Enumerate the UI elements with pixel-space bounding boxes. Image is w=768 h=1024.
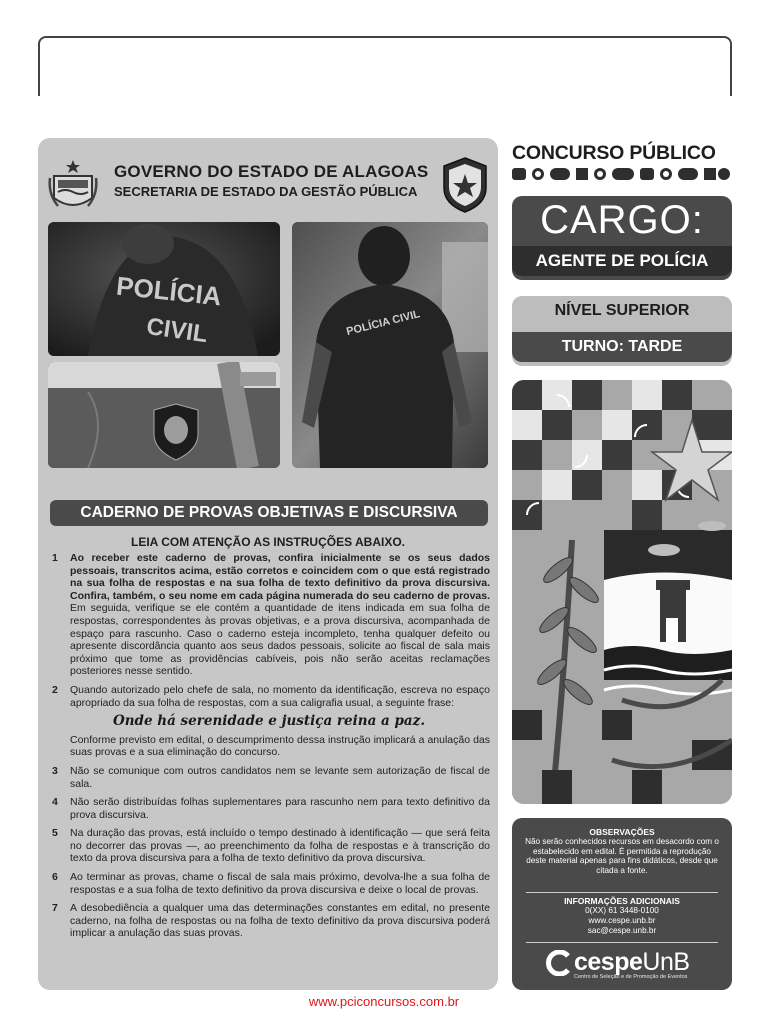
policia-civil-badge-icon — [440, 156, 490, 214]
instruction-number: 2 — [52, 683, 58, 696]
instruction-item — [48, 827, 490, 865]
instructions-list — [48, 552, 490, 946]
instruction-text: Em seguida, verifique se ele contém a quantidade de itens indicada em sua folha de respostas, correspondentes às provas objetivas, e a prova discursiva, acompanhada de espaço para rascunho. Caso o caderno esteja incompleto, tenha qualquer defeito ou apresente discordância quanto aos seus dados pessoais, solicite ao fiscal de sala mais próximo que tome as providências cabíveis, pois não serão aceitas reclamações posteriores nesse sentido. — [70, 602, 490, 678]
instruction-text: Quando autorizado pelo chefe de sala, no momento da identificação, escreva no espaço apropriado da sua folha de respostas, com a sua caligrafia usual, a seguinte frase: — [70, 683, 490, 709]
instruction-text: A desobediência a qualquer uma das determinações constantes em edital, no presente caderno, na folha de respostas ou na folha de texto definitivo da prova discursiva poderá implicar a anulação das suas provas. — [70, 902, 490, 940]
observations-title: OBSERVAÇÕES — [589, 827, 655, 837]
cespe-logo-icon — [546, 950, 572, 976]
divider — [526, 892, 718, 893]
photo-officer-standing — [292, 222, 488, 468]
instruction-number: 6 — [52, 871, 58, 884]
website: www.cespe.unb.br — [588, 916, 656, 925]
cespe-tagline: Centro de Seleção e de Promoção de Eventos — [574, 974, 688, 980]
instruction-item — [48, 871, 490, 896]
read-instructions-heading: LEIA COM ATENÇÃO AS INSTRUÇÕES ABAIXO. — [130, 535, 405, 549]
phone-number: 0(XX) 61 3448-0100 — [585, 906, 659, 915]
nivel-label: NÍVEL SUPERIOR — [554, 302, 690, 319]
instructions-panel — [38, 138, 498, 990]
instruction-item — [48, 552, 490, 678]
government-title: GOVERNO DO ESTADO DE ALAGOAS — [114, 162, 429, 181]
instruction-text: Não se comunique com outros candidatos nem se levante sem autorização de fiscal de sala. — [70, 764, 490, 790]
alagoas-coat-of-arms-icon — [48, 158, 98, 214]
instruction-item — [48, 684, 490, 709]
additional-info-title: INFORMAÇÕES ADICIONAIS — [564, 896, 680, 906]
instruction-followup: Conforme previsto em edital, o descumprimento dessa instrução implicará a anulação das suas provas e a sua eliminação do concurso. — [70, 733, 490, 759]
nivel-box — [512, 296, 732, 366]
instruction-item — [48, 765, 490, 790]
instruction-text: Não serão distribuídas folhas suplementares para rascunho nem para texto definitivo da prova discursiva. — [70, 796, 490, 821]
secretaria-subtitle: SECRETARIA DE ESTADO DA GESTÃO PÚBLICA — [114, 184, 418, 199]
instruction-item — [48, 796, 490, 821]
observations-text: Não serão conhecidos recursos em desacordo com o estabelecido em edital. É permitida a reprodução deste material apenas para fins didáticos, desde que citada a fonte. — [525, 837, 719, 875]
divider — [526, 942, 718, 943]
footer-url[interactable]: www.pciconcursos.com.br — [308, 994, 460, 1009]
photo-badge-belt — [48, 362, 280, 468]
cespe-wordmark — [574, 948, 690, 977]
motto-phrase: Onde há serenidade e justiça reina a paz. — [112, 713, 426, 730]
decorative-pattern-strip — [512, 166, 732, 182]
cargo-box — [512, 196, 732, 280]
instruction-text-bold: Ao receber este caderno de provas, confira inicialmente se os seus dados pessoais, transcritos acima, estão corretos e coincidem com o que está registrado na sua folha de respostas e na sua folha de texto definitivo da prova discursiva. Confira, também, o seu nome em cada página numerada do seu caderno de provas. — [70, 552, 490, 602]
decorative-artwork — [512, 380, 732, 804]
government-header — [46, 148, 490, 218]
turno-label: TURNO: TARDE — [512, 332, 732, 362]
instruction-text: Na duração das provas, está incluído o tempo destinado à identificação — que será feita no decorrer das provas —, ao preenchimento da folha de respostas e à transcrição do texto da prova discursiva para a folha de texto definitivo da prova discursiva. — [70, 827, 490, 865]
instruction-item — [48, 902, 490, 940]
cespe-text: cespe — [574, 948, 643, 976]
caderno-title-bar: CADERNO DE PROVAS OBJETIVAS E DISCURSIVA — [50, 500, 488, 526]
unb-text: UnB — [642, 948, 690, 976]
photo-back-label-2: CIVIL — [144, 312, 210, 349]
instruction-number: 4 — [52, 796, 58, 809]
photo-shirt-label: POLÍCIA CIVIL — [345, 308, 422, 339]
cargo-label: CARGO: — [540, 198, 704, 242]
instruction-number: 1 — [52, 552, 58, 564]
top-frame — [38, 36, 732, 96]
photo-officer-back — [48, 222, 280, 356]
instruction-number: 7 — [52, 902, 58, 915]
cespe-unb-logo — [546, 948, 696, 982]
concurso-publico-title: CONCURSO PÚBLICO — [512, 142, 716, 164]
cargo-role: AGENTE DE POLÍCIA — [512, 246, 732, 276]
observations-box — [512, 818, 732, 990]
instruction-number: 5 — [52, 827, 58, 840]
instruction-text: Ao terminar as provas, chame o fiscal de sala mais próximo, devolva-lhe a sua folha de respostas e a sua folha de texto definitivo da prova discursiva e deixe o local de provas. — [70, 871, 490, 896]
email: sac@cespe.unb.br — [587, 926, 657, 935]
photo-back-label-1: POLÍCIA — [114, 270, 223, 312]
instruction-number: 3 — [52, 764, 58, 777]
